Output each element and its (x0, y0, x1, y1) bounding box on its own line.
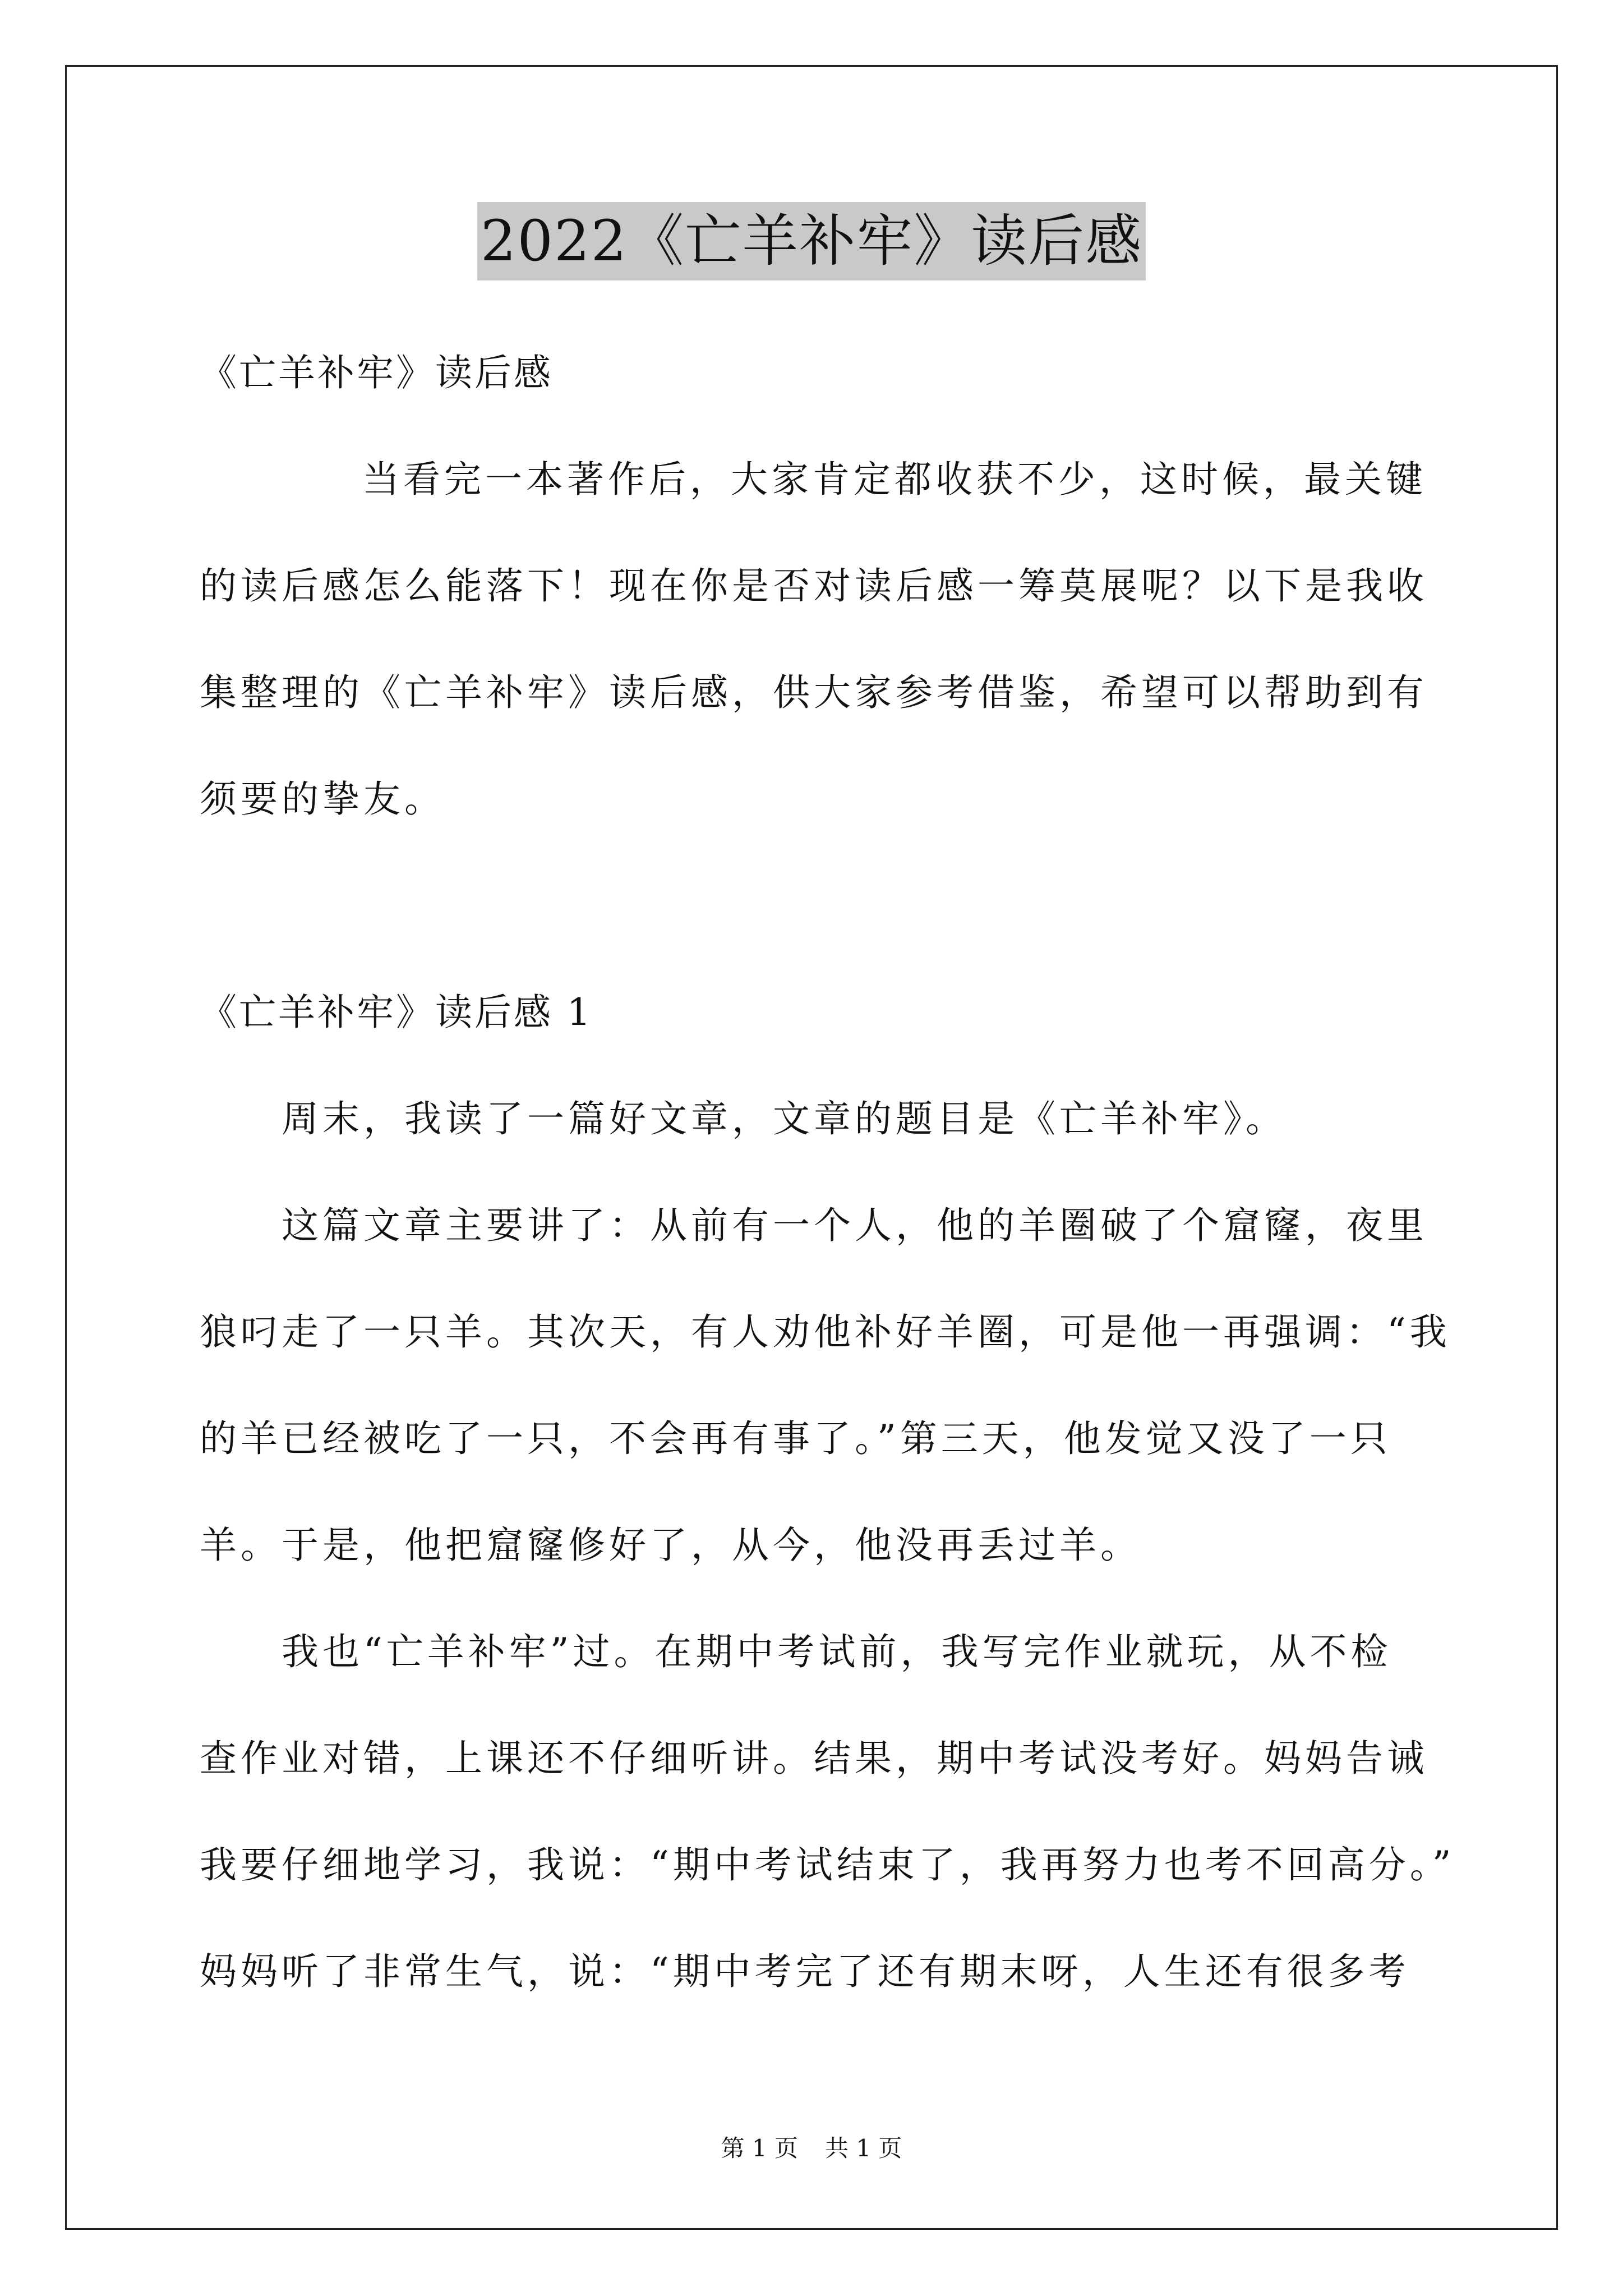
paragraph-line: 查作业对错，上课还不仔细听讲。结果，期中考试没考好。妈妈告诫 (200, 1737, 1428, 1780)
page-total: 共 1 页 (825, 2134, 902, 2162)
paragraph-line: 须要的挚友。 (200, 777, 445, 821)
paragraph-line: 我要仔细地学习，我说：“期中考试结束了，我再努力也考不回高分。” (200, 1843, 1455, 1887)
page-footer (0, 2132, 1623, 2165)
section-heading: 《亡羊补牢》读后感 1 (200, 991, 593, 1034)
page-number: 第 1 页 (721, 2134, 798, 2162)
document-body (200, 320, 1455, 2025)
document-title: 2022《亡羊补牢》读后感 (477, 202, 1146, 280)
paragraph-line: 当看完一本著作后，大家肯定都收获不少，这时候，最关键 (362, 458, 1427, 501)
paragraph-line: 集整理的《亡羊补牢》读后感，供大家参考借鉴，希望可以帮助到有 (200, 671, 1428, 714)
title-container (0, 202, 1623, 280)
paragraph-line: 羊。于是，他把窟窿修好了，从今，他没再丢过羊。 (200, 1524, 1141, 1567)
paragraph-line: 的读后感怎么能落下！现在你是否对读后感一筹莫展呢？以下是我收 (200, 564, 1428, 608)
section-spacer (200, 853, 1433, 959)
paragraph-line: 狼叼走了一只羊。其次天，有人劝他补好羊圈，可是他一再强调：“我 (200, 1310, 1451, 1354)
intro-heading: 《亡羊补牢》读后感 (200, 351, 553, 394)
paragraph-line: 周末，我读了一篇好文章，文章的题目是《亡羊补牢》。 (282, 1097, 1287, 1140)
paragraph-line: 我也“亡羊补牢”过。在期中考试前，我写完作业就玩，从不检 (282, 1630, 1392, 1673)
paragraph-line: 的羊已经被吃了一只，不会再有事了。”第三天，他发觉又没了一只 (200, 1417, 1391, 1460)
paragraph-line: 这篇文章主要讲了：从前有一个人，他的羊圈破了个窟窿，夜里 (282, 1204, 1428, 1247)
paragraph-line: 妈妈听了非常生气，说：“期中考完了还有期末呀，人生还有很多考 (200, 1950, 1410, 1993)
